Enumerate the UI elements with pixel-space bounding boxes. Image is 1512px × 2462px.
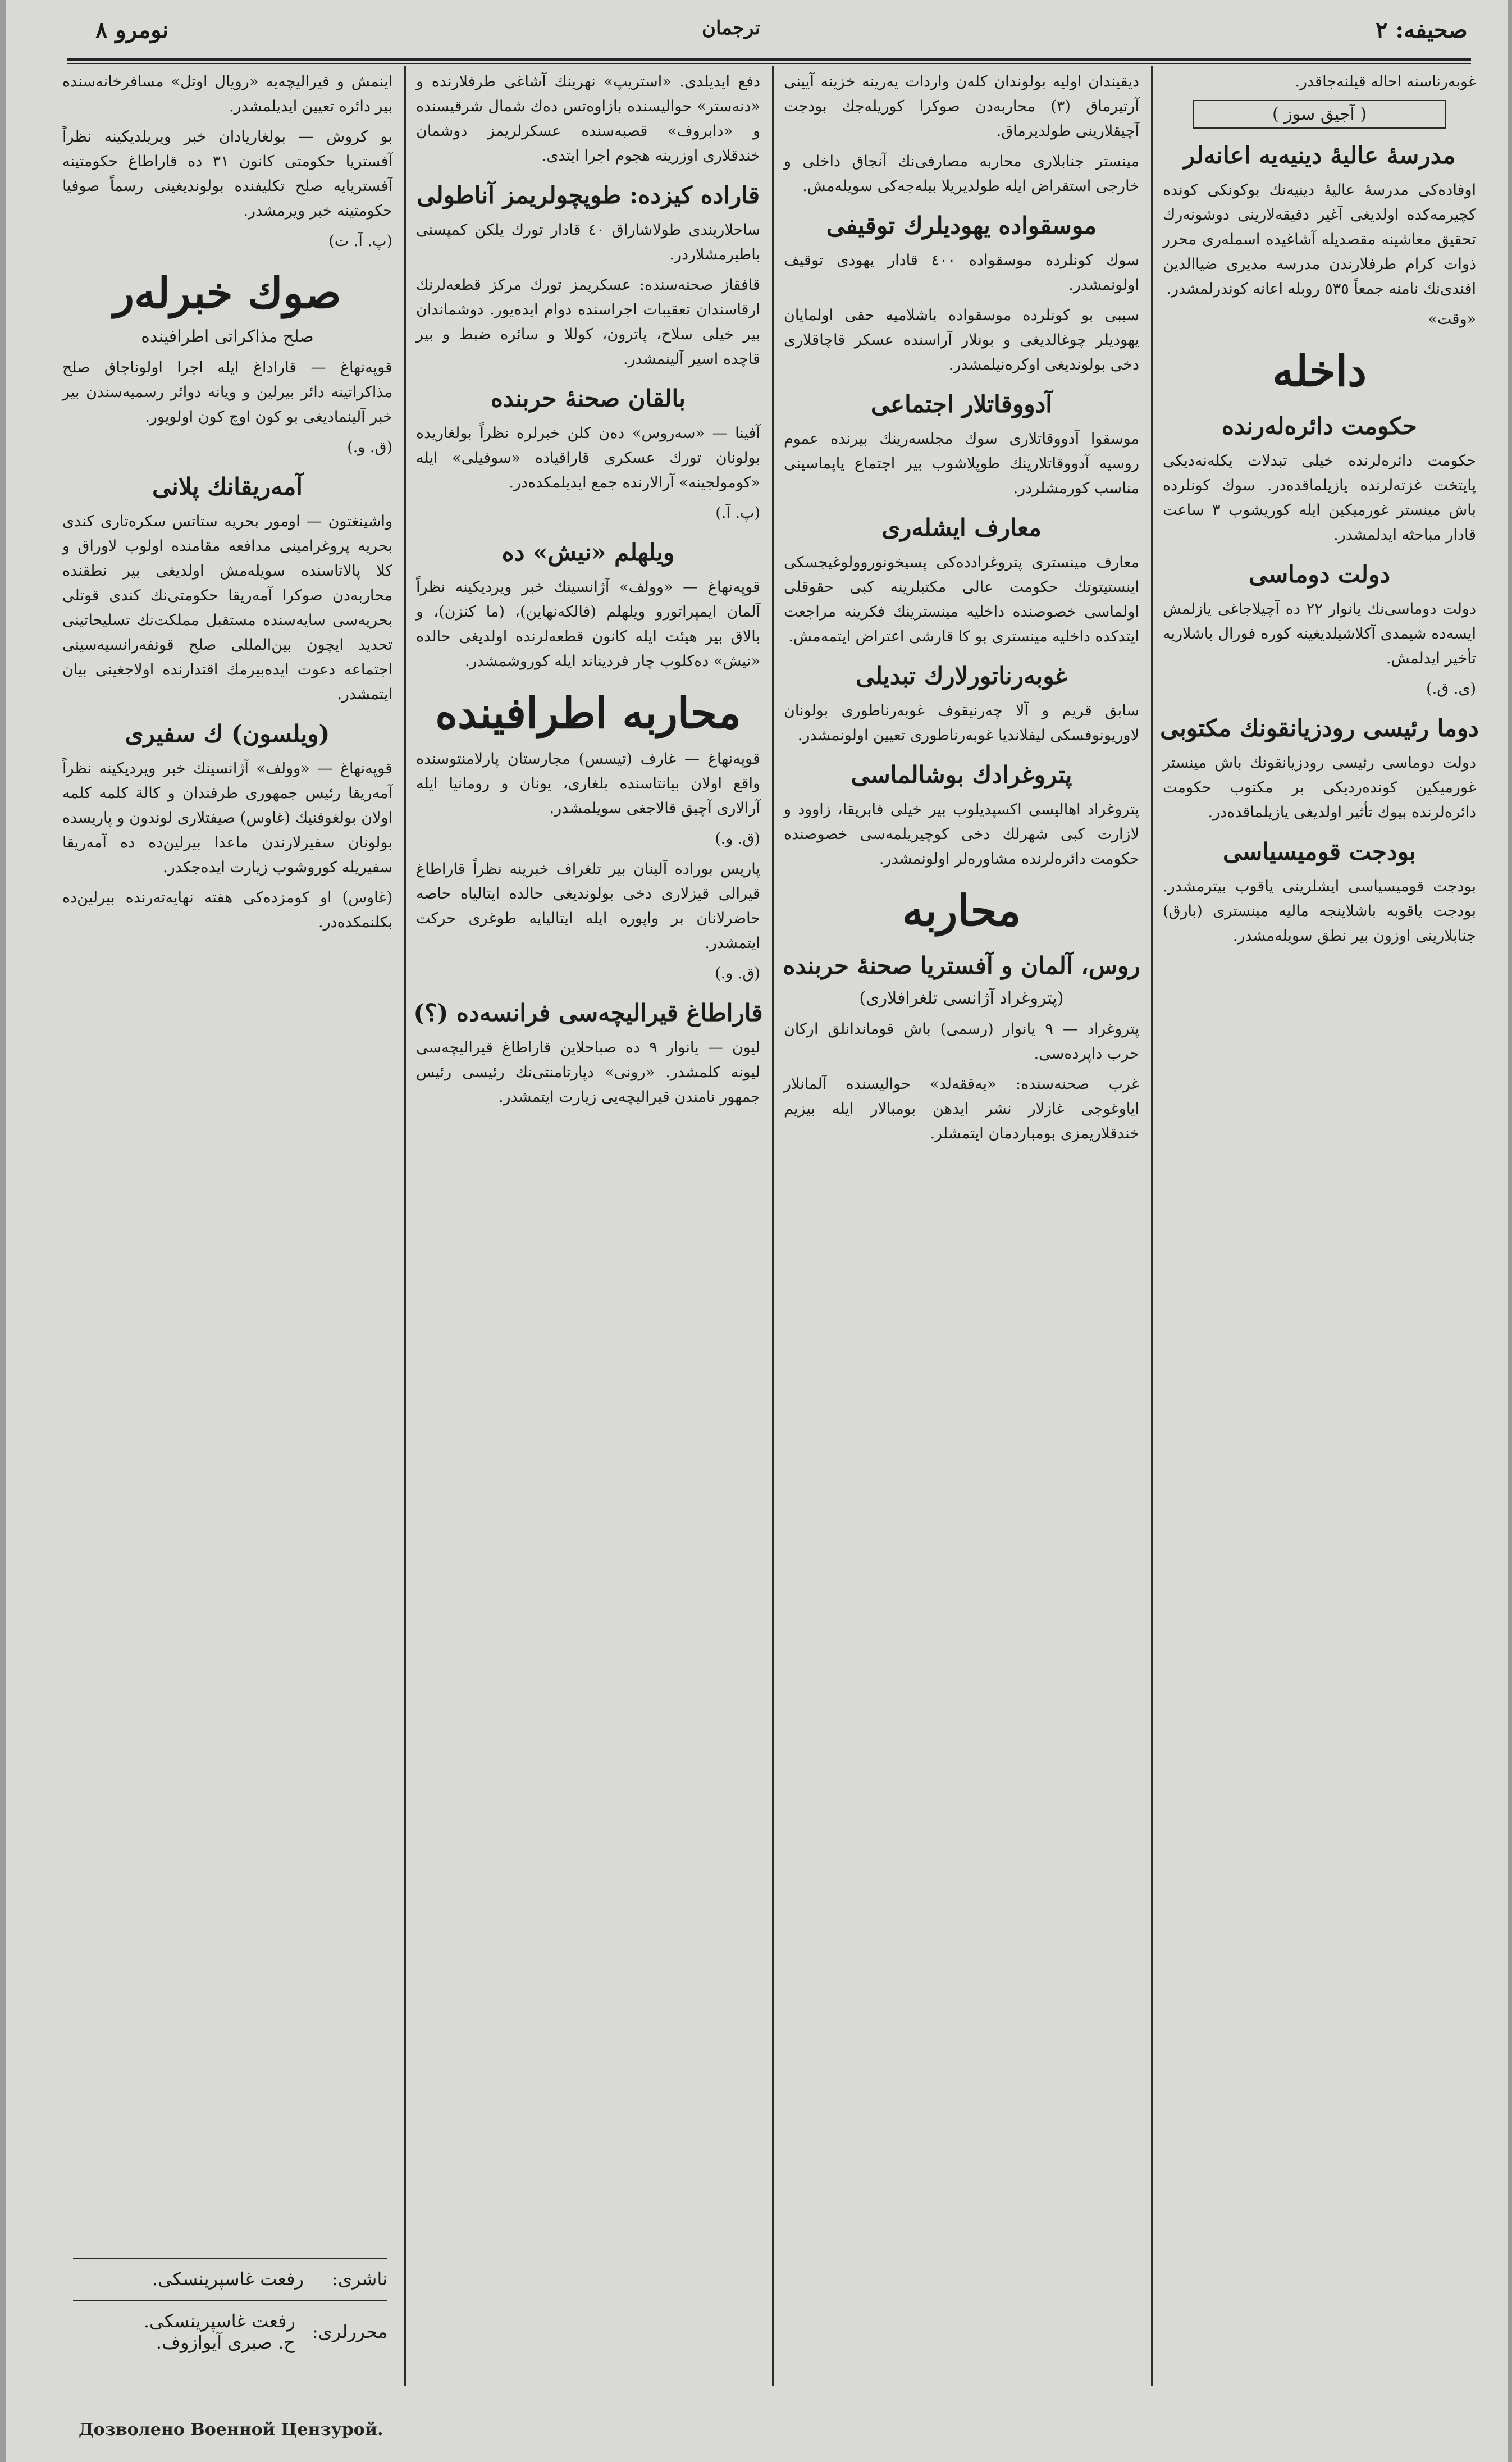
article-subheading: (پتروغراد آژانسی تلغرافلاری)	[859, 988, 1064, 1008]
column-2	[780, 66, 1143, 2395]
column-rule	[772, 66, 774, 2386]
boxed-title: ( آجیق سوز )	[1193, 100, 1446, 129]
article-paragraph: دیقیندان اولیه بولوندان کله‌ن واردات یه‌رینه خزینه آیینی آرتیرماق (٣) محاربه‌دن صوکرا کوریله‌جك بودجت آچیقلارینی طولدیرماق.	[784, 73, 1139, 140]
article-paragraph: سابق قریم و آلا چه‌رنیقوف غوبه‌رناطوری بولونان لاوریونوفسکی لیفلاندیا غوبه‌رناطوری تعیین اولونمشدر.	[784, 702, 1139, 744]
header-rule-thin	[67, 63, 1471, 64]
article-heading: دولت دوماسی	[1248, 560, 1391, 588]
article-paragraph: بو کروش — بولغاریادان خبر ویریلدیکینه نظراً آفستریا حکومتی کانون ٣١ ده قاراطاغ حکومتینه آفستریایه صلح تکلیفنده بولوندیغینی رسماً صوفیا حکومتینه خبر ویرمشدر.	[62, 128, 392, 220]
article-paragraph: (ق. و.)	[347, 439, 392, 456]
column-rule	[1151, 66, 1153, 2386]
article-paragraph: قوپه‌نهاغ — «وولف» آژانسینك خبر ویردیکینه نظراً آمه‌ریقا رئیس جمهوری طرفندان و کالة کلمه کلمه اولان بولغوفنیك (غاوس) صیفتلاری لوندون و پاریسده بولونان سفیرلارندن ماعدا بیرلین‌ده ده آمه‌ریقا سفیریله کوروشوب زیارت ایده‌جکدر.	[62, 760, 392, 876]
article-heading: آدووقاتلار اجتماعی	[871, 390, 1052, 418]
section-heading: محاربه اطرافینده	[435, 688, 741, 738]
column-1	[1159, 66, 1479, 2395]
article-paragraph: ساحلاریندی طولاشاراق ٤٠ قادار تورك یلکن کمپسنی باطیرمشلاردر.	[416, 221, 760, 263]
page-header	[6, 0, 1508, 56]
article-paragraph: اوفاده‌کی مدرسهٔ عالیهٔ دینیه‌نك بوکونکی کونده کچیرمه‌کده اولدیغی آغیر دقیقه‌لارینی دوشونه‌رك تحقیق معاشینه مقصدیله آشاغیده اسمله‌ری محرر ذوات کرام طرفلارندن مدرسه مدیری ضیاالدین افندی‌نك نامنه جمعاً ٥٣٥ روبله اعانه کوندرلمشدر.	[1163, 181, 1476, 298]
article-paragraph: غوبه‌رناسنه احاله قیلنه‌جاقدر.	[1295, 73, 1476, 90]
editor-2: ح. صبری آیوازوف.	[156, 2332, 295, 2353]
editors-label: محررلری:	[312, 2321, 387, 2342]
publisher-name: رفعت غاسپرینسکی.	[152, 2268, 304, 2290]
article-paragraph: واشینغتون — اومور بحریه ستاتس سکره‌تاری کندی بحریه پروغرامینی مدافعه مقامنده اولوب لاوراق و کلا پالاتاسنده سویله‌مش اولدیغی بیر نطقنده محاربه‌دن صوکرا آمه‌ریقا حکومتی‌نك کندی قوتلی بحریه‌سی سایه‌سنده مستقبل مملکت‌نك تسلیحاتینی تحدید ایچون بین‌المللی صلح قونفه‌رانسیه‌سینی اجتماعه دعوت ایده‌بیرمك اقتدارنده اولاجغینی بیان ایتمشدر.	[62, 513, 392, 703]
article-heading: (ویلسون) ك سفیری	[125, 720, 330, 747]
imprint-rule	[73, 2300, 387, 2301]
page-number: صحیفه: ٢	[1376, 17, 1468, 43]
article-paragraph: حکومت دائره‌لرنده خیلی تبدلات یکله‌نه‌دیکی پایتخت غزته‌لرنده یازیلماقده‌در. سوك کونلرده باش مینستر غورمیکین ایله کوریشوب ٣ ساعت قادار مباحثه ایدلمشدر.	[1163, 452, 1476, 544]
article-heading: ویلهلم «نیش» ده	[501, 539, 675, 566]
article-paragraph: پاریس بوراده آلینان بیر تلغراف خبرینه نظراً قاراطاغ قیرالی قیزلاری دخی بولوندیغی حالده ایتالیاه حاصه حاضرلانان بر واپوره ایله ایتالیایه طوغری حرکت ایتمشدر.	[416, 860, 760, 952]
article-paragraph: (غاوس) او کومزده‌کی هفته نهایه‌ته‌رنده بیرلین‌ده بکلنمکده‌در.	[62, 889, 392, 931]
newspaper-page	[6, 0, 1508, 2462]
article-paragraph: غرب صحنه‌سنده: «یه‌ققه‌لد» حوالیسنده آلمانلار ایاوغوجی غازلار نشر ایدهن بومبالار ایله بیزیم خندقلاریمزی بومباردمان ایتمشلر.	[784, 1075, 1139, 1142]
article-paragraph: سوك کونلرده موسقواده ٤٠٠ قادار یهودی توقیف اولونمشدر.	[784, 252, 1139, 294]
article-heading: آمه‌ریقانك پلانی	[152, 473, 303, 500]
column-3	[413, 66, 764, 2395]
article-paragraph: (پ. آ. ت)	[328, 232, 392, 250]
imprint-rule	[73, 2258, 387, 2259]
article-paragraph: دولت دوماسی‌نك یانوار ٢٢ ده آچیلاجاغی یازلمش ایسه‌ده شیمدی آکلاشیلدیغینه کوره فورال باشلاریه تأخیر ایدلمش.	[1163, 600, 1476, 667]
article-paragraph: آفینا — «سه‌روس» ده‌ن کلن خبرلره نظراً بولغاریده بولونان تورك عسکری قاراقیاده «سوفیلی» ایله «کومولجینه» آرالارنده جمع ایدیلمکده‌در.	[416, 425, 760, 491]
article-heading: موسقواده یهودیلرك توقیفی	[826, 212, 1097, 239]
article-paragraph: «وقت»	[1428, 311, 1476, 328]
article-paragraph: قوپه‌نهاغ — قاراداغ ایله اجرا اولونا‌جاق صلح مذاکراتینه دائر بیرلین و ویانه دوائر رسمیه‌سندن بیر خبر آلینمادیغی بو کون اوچ کون اولویور.	[62, 359, 392, 426]
column-rule	[404, 66, 406, 2386]
section-heading: صوك خبرله‌ر	[113, 268, 341, 318]
article-paragraph: سببی بو کونلرده موسقواده باشلامیه حقی اولمایان یهودیلر چوغالدیغی و بونلار آراسنده عسکر قاچاقلاری دخی بولوندیغی اوکره‌نیلمشدر.	[784, 307, 1139, 373]
article-paragraph: پتروغراد اهالیسی اکسپدیلوب بیر خیلی فابریقا، زاوود و لازارت کبی شهرلك دخی کوچیریلمه‌سی خصوصنده حکومت دائره‌لرنده مشاوره‌لر اولونمشدر.	[784, 801, 1139, 868]
article-paragraph: لیون — یانوار ٩ ده صباحلاین قاراطاغ قیرالیچه‌سی لیونه کلمشدر. «رونی» دپارتامنتی‌نك رئیسی رئیس جمهور نامندن قیرالیچه‌یی زیارت ایتمشدر.	[416, 1039, 760, 1106]
article-heading: معارف ایشله‌ری	[881, 514, 1042, 541]
article-paragraph: (پ. آ.)	[715, 504, 760, 522]
article-paragraph: معارف مینستری پتروغرادده‌کی پسیخونوروولوغیجسکی اینستیتوتك حکومت عالی مکتبلرینه کبی حقوقلی اولماسی خصوصنده داخلیه مینسترینك فکرینه مراجعت ایتدکده داخلیه مینستری بو کا قارشی اعتراض ایتمه‌مش.	[784, 554, 1139, 645]
article-heading: پتروغرادك بوشالماسی	[851, 761, 1072, 788]
issue-number: نومرو ٨	[95, 17, 169, 43]
article-paragraph: قافقاز صحنه‌سنده: عسکریمز تورك مرکز قطعه‌لرنك ارقاسندان تعقیبات اجراسنده دوام ایده‌یور. دوشماندان بیر خیلی سلاح، پاترون، کوللا و سائره ضبط و بیر قاچده اسیر آلینمشدر.	[416, 276, 760, 368]
article-paragraph: مینستر جنابلاری محاربه مصارفی‌نك آنجاق داخلی و خارجی استقراض ایله طولدیریلا بیله‌جه‌کی سویله‌مش.	[784, 153, 1139, 195]
column-4	[59, 66, 396, 2226]
article-paragraph: قوپه‌نهاغ — غارف (تیسس) مجارستان پارلامنتوسنده واقع اولان بیانتاسنده بلغاری، یونان و رومانیا ایله آرالاری آچیق قالاجغی سویلمشدر.	[416, 750, 760, 817]
article-paragraph: بودجت قومیسیاسی ایشلرینی یاقوب بیترمشدر. بودجت یاقوبه باشلاینجه مالیه مینستری (بارق) جنابلارینی اوزون بیر نطق سویله‌مشدر.	[1163, 878, 1476, 945]
article-paragraph: دفع ایدیلدی. «استریپ» نهرینك آشاغی طرفلارنده و «دنه‌ستر» حوالیسنده بازاوه‌تس ده‌ك شمال شرقیسنده و «دابروف» قصبه‌سنده عسکرلریمز دوشمان خندقلاری اوزرینه هجوم اجرا ایتدی.	[416, 73, 760, 165]
header-rule	[67, 58, 1471, 61]
article-heading: قاراطاغ قیرالیچه‌سی فرانسه‌ده (؟)	[413, 999, 763, 1027]
masthead-title: ترجمان	[702, 17, 761, 39]
page-footer	[6, 2395, 1508, 2462]
article-heading: روس، آلمان و آفستریا صحنهٔ حربنده	[783, 952, 1140, 979]
article-heading: غوبه‌رناتورلارك تبدیلی	[856, 662, 1067, 690]
article-paragraph: اینمش و قیرالیچه‌یه «رویال اوتل» مسافرخانه‌سنده بیر دائره تعیین ایدیلمشدر.	[62, 73, 392, 115]
article-subheading: صلح مذاکراتی اطرافینده	[141, 327, 314, 346]
article-paragraph: قوپه‌نهاغ — «وولف» آژانسینك خبر ویردیکینه نظراً آلمان ایمپراتورو ویلهلم (فالکه‌نهاین)، (ما کنزن)، و بالاق بیر هیئت ایله کانون قطعه‌لرنده اولدیغی حالده «نیش» ده‌کلوب چار فردیناند ایله کوروشمشدر.	[416, 578, 760, 670]
section-heading: داخله	[1272, 346, 1367, 396]
editor-1: رفعت غاسپرینسکی.	[143, 2310, 295, 2332]
article-heading: بالقان صحنهٔ حربنده	[491, 385, 686, 412]
article-paragraph: (ی. ق.)	[1426, 680, 1476, 697]
article-paragraph: (ق. و.)	[715, 830, 760, 847]
article-paragraph: دولت دوماسی رئیسی رودزیانقونك باش مینستر غورمیکین کونده‌ردیکی بر مکتوب حکومت دائره‌لرنده بیوك تأثیر اولدیغی یازیلماقده‌در.	[1163, 754, 1476, 821]
imprint	[73, 2258, 387, 2353]
article-paragraph: موسقوا آدووقاتلاری سوك مجلسه‌رینك بیرنده عموم روسیه آدووقاتلارینك طوپلاشوب بیر اجتماع یاپماسینی مناسب کورمشلردر.	[784, 430, 1139, 497]
censor-stamp: Дозволено Военной Цензурой.	[79, 2420, 383, 2440]
publisher-label: ناشری:	[332, 2268, 387, 2290]
article-paragraph: پتروغراد — ٩ یانوار (رسمی) باش قوماندانلق ارکان حرب داپرده‌سی.	[784, 1020, 1139, 1063]
article-heading: دوما رئیسی رودزیانقونك مکتوبی	[1160, 714, 1479, 742]
article-heading: مدرسهٔ عالیهٔ دینیه‌یه اعانه‌لر	[1183, 142, 1456, 169]
article-heading: قاراده کیزده: طوپچولریمز آناطولی	[416, 181, 760, 209]
section-heading: محاربه	[902, 886, 1021, 936]
article-paragraph: (ق. و.)	[715, 965, 760, 982]
article-heading: حکومت دائره‌له‌رنده	[1222, 412, 1417, 440]
article-heading: بودجت قومیسیاسی	[1223, 838, 1416, 865]
